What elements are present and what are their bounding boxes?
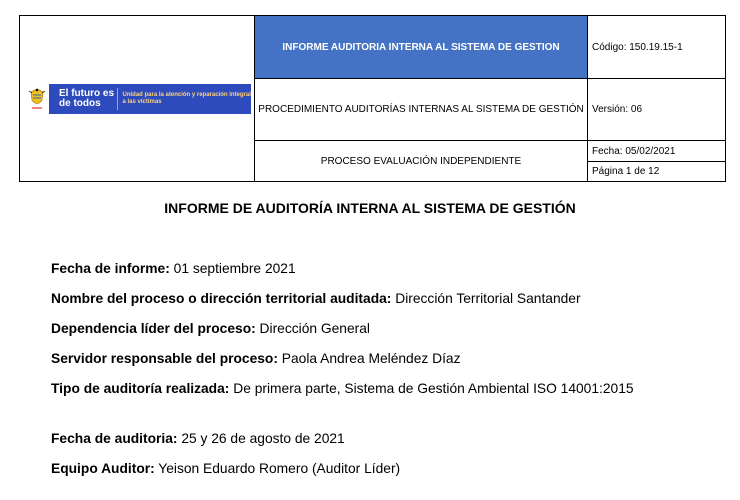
field-value: Yeison Eduardo Romero (Auditor Líder)	[154, 461, 401, 476]
field-audit-type	[51, 380, 691, 397]
page-value: Página 1 de 12	[592, 165, 660, 177]
field-audit-date	[51, 430, 691, 447]
report-title-cell: INFORME AUDITORIA INTERNA AL SISTEMA DE GESTION	[255, 16, 588, 79]
field-responsible-officer	[51, 350, 691, 367]
date-page-cell	[588, 141, 726, 182]
field-label: Nombre del proceso o dirección territorial auditada:	[51, 291, 392, 306]
field-value: 01 septiembre 2021	[169, 261, 296, 276]
field-value: Dirección General	[255, 321, 370, 336]
field-report-date	[51, 260, 691, 277]
field-label: Tipo de auditoría realizada:	[51, 381, 230, 396]
field-label: Fecha de informe:	[51, 261, 170, 276]
coat-of-arms-icon-svg	[27, 87, 47, 111]
brand-sub-text: Unidad para la atención y reparación integral a las víctimas	[122, 91, 251, 105]
field-label: Fecha de auditoria:	[51, 431, 178, 446]
field-audit-team	[51, 460, 691, 477]
document-header-table	[19, 15, 726, 182]
field-label: Equipo Auditor:	[51, 461, 155, 476]
institution-logo	[25, 84, 251, 114]
version-cell: Versión: 06	[588, 79, 726, 141]
date-value: Fecha: 05/02/2021	[588, 142, 725, 162]
logo-cell	[20, 16, 255, 182]
procedure-cell: PROCEDIMIENTO AUDITORÍAS INTERNAS AL SISTEMA DE GESTIÓN	[255, 79, 588, 141]
field-label: Servidor responsable del proceso:	[51, 351, 278, 366]
field-label: Dependencia líder del proceso:	[51, 321, 256, 336]
field-value: 25 y 26 de agosto de 2021	[177, 431, 345, 446]
field-lead-department	[51, 320, 691, 337]
field-value: De primera parte, Sistema de Gestión Ambiental ISO 14001:2015	[229, 381, 634, 396]
brand-main-text: El futuro es de todos	[59, 87, 115, 109]
document-title: INFORME DE AUDITORÍA INTERNA AL SISTEMA DE GESTIÓN	[164, 200, 576, 216]
field-value: Dirección Territorial Santander	[391, 291, 581, 306]
field-process-name	[51, 290, 691, 307]
process-cell: PROCESO EVALUACIÓN INDEPENDIENTE	[255, 141, 588, 182]
brand-divider	[117, 88, 118, 110]
code-cell: Código: 150.19.15-1	[588, 16, 726, 79]
coat-of-arms-icon	[25, 84, 49, 114]
field-value: Paola Andrea Meléndez Díaz	[277, 351, 461, 366]
